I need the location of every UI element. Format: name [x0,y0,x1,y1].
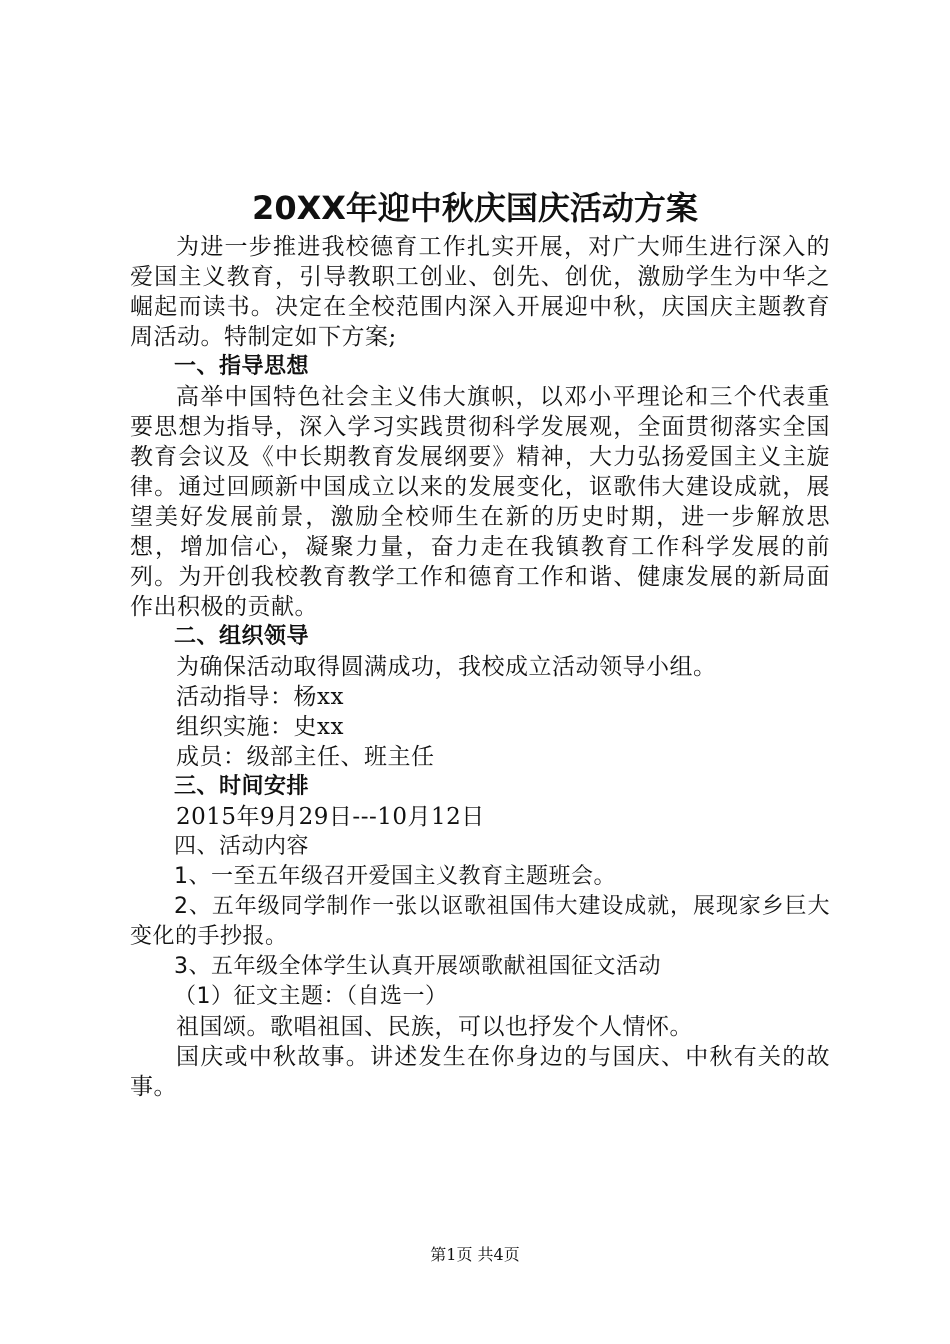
essay-theme-option-1: 祖国颂。歌唱祖国、民族，可以也抒发个人情怀。 [176,1014,693,1040]
essay-theme-option-2: 国庆或中秋故事。讲述发生在你身边的与国庆、中秋有关的故事。 [130,1044,830,1100]
activity-item-3: 3、五年级全体学生认真开展颂歌献祖国征文活动 [174,954,661,979]
essay-theme-line: （1）征文主题：（自选一） [174,984,448,1009]
section-heading-schedule: 三、时间安排 [174,774,310,799]
organization-paragraph: 为确保活动取得圆满成功，我校成立活动领导小组。 [176,654,717,680]
activity-item-2: 2、五年级同学制作一张以讴歌祖国伟大建设成就，展现家乡巨大变化的手抄报。 [130,894,830,949]
activity-director-line: 活动指导：杨xx [176,684,344,710]
page-footer: 第1页 共4页 [430,1245,520,1264]
intro-paragraph: 为进一步推进我校德育工作扎实开展，对广大师生进行深入的爱国主义教育，引导教职工创业、创先、创优，激励学生为中华之崛起而读书。决定在全校范围内深入开展迎中秋，庆国庆主题教育周活动。特制定如下方案; [130,234,830,350]
members-line: 成员：级部主任、班主任 [176,744,435,770]
guiding-ideology-paragraph: 高举中国特色社会主义伟大旗帜，以邓小平理论和三个代表重要思想为指导，深入学习实践贯彻科学发展观，全面贯彻落实全国教育会议及《中长期教育发展纲要》精神，大力弘扬爱国主义主旋律。通过回顾新中国成立以来的发展变化，讴歌伟大建设成就，展望美好发展前景，激励全校师生在新的历史时期，进一步解放思想，增加信心，凝聚力量，奋力走在我镇教育工作科学发展的前列。为开创我校教育教学工作和德育工作和谐、健康发展的新局面作出积极的贡献。 [130,384,830,620]
section-heading-activities: 四、活动内容 [174,834,310,859]
section-heading-organization: 二、组织领导 [174,624,310,649]
section-heading-guiding-ideology: 一、指导思想 [174,354,310,379]
document-title: 20XX年迎中秋庆国庆活动方案 [252,189,698,227]
document-body [130,232,830,1102]
activity-implementer-line: 组织实施：史xx [176,714,344,740]
schedule-line: 2015年9月29日---10月12日 [176,804,485,830]
activity-item-1: 1、一至五年级召开爱国主义教育主题班会。 [174,864,616,889]
